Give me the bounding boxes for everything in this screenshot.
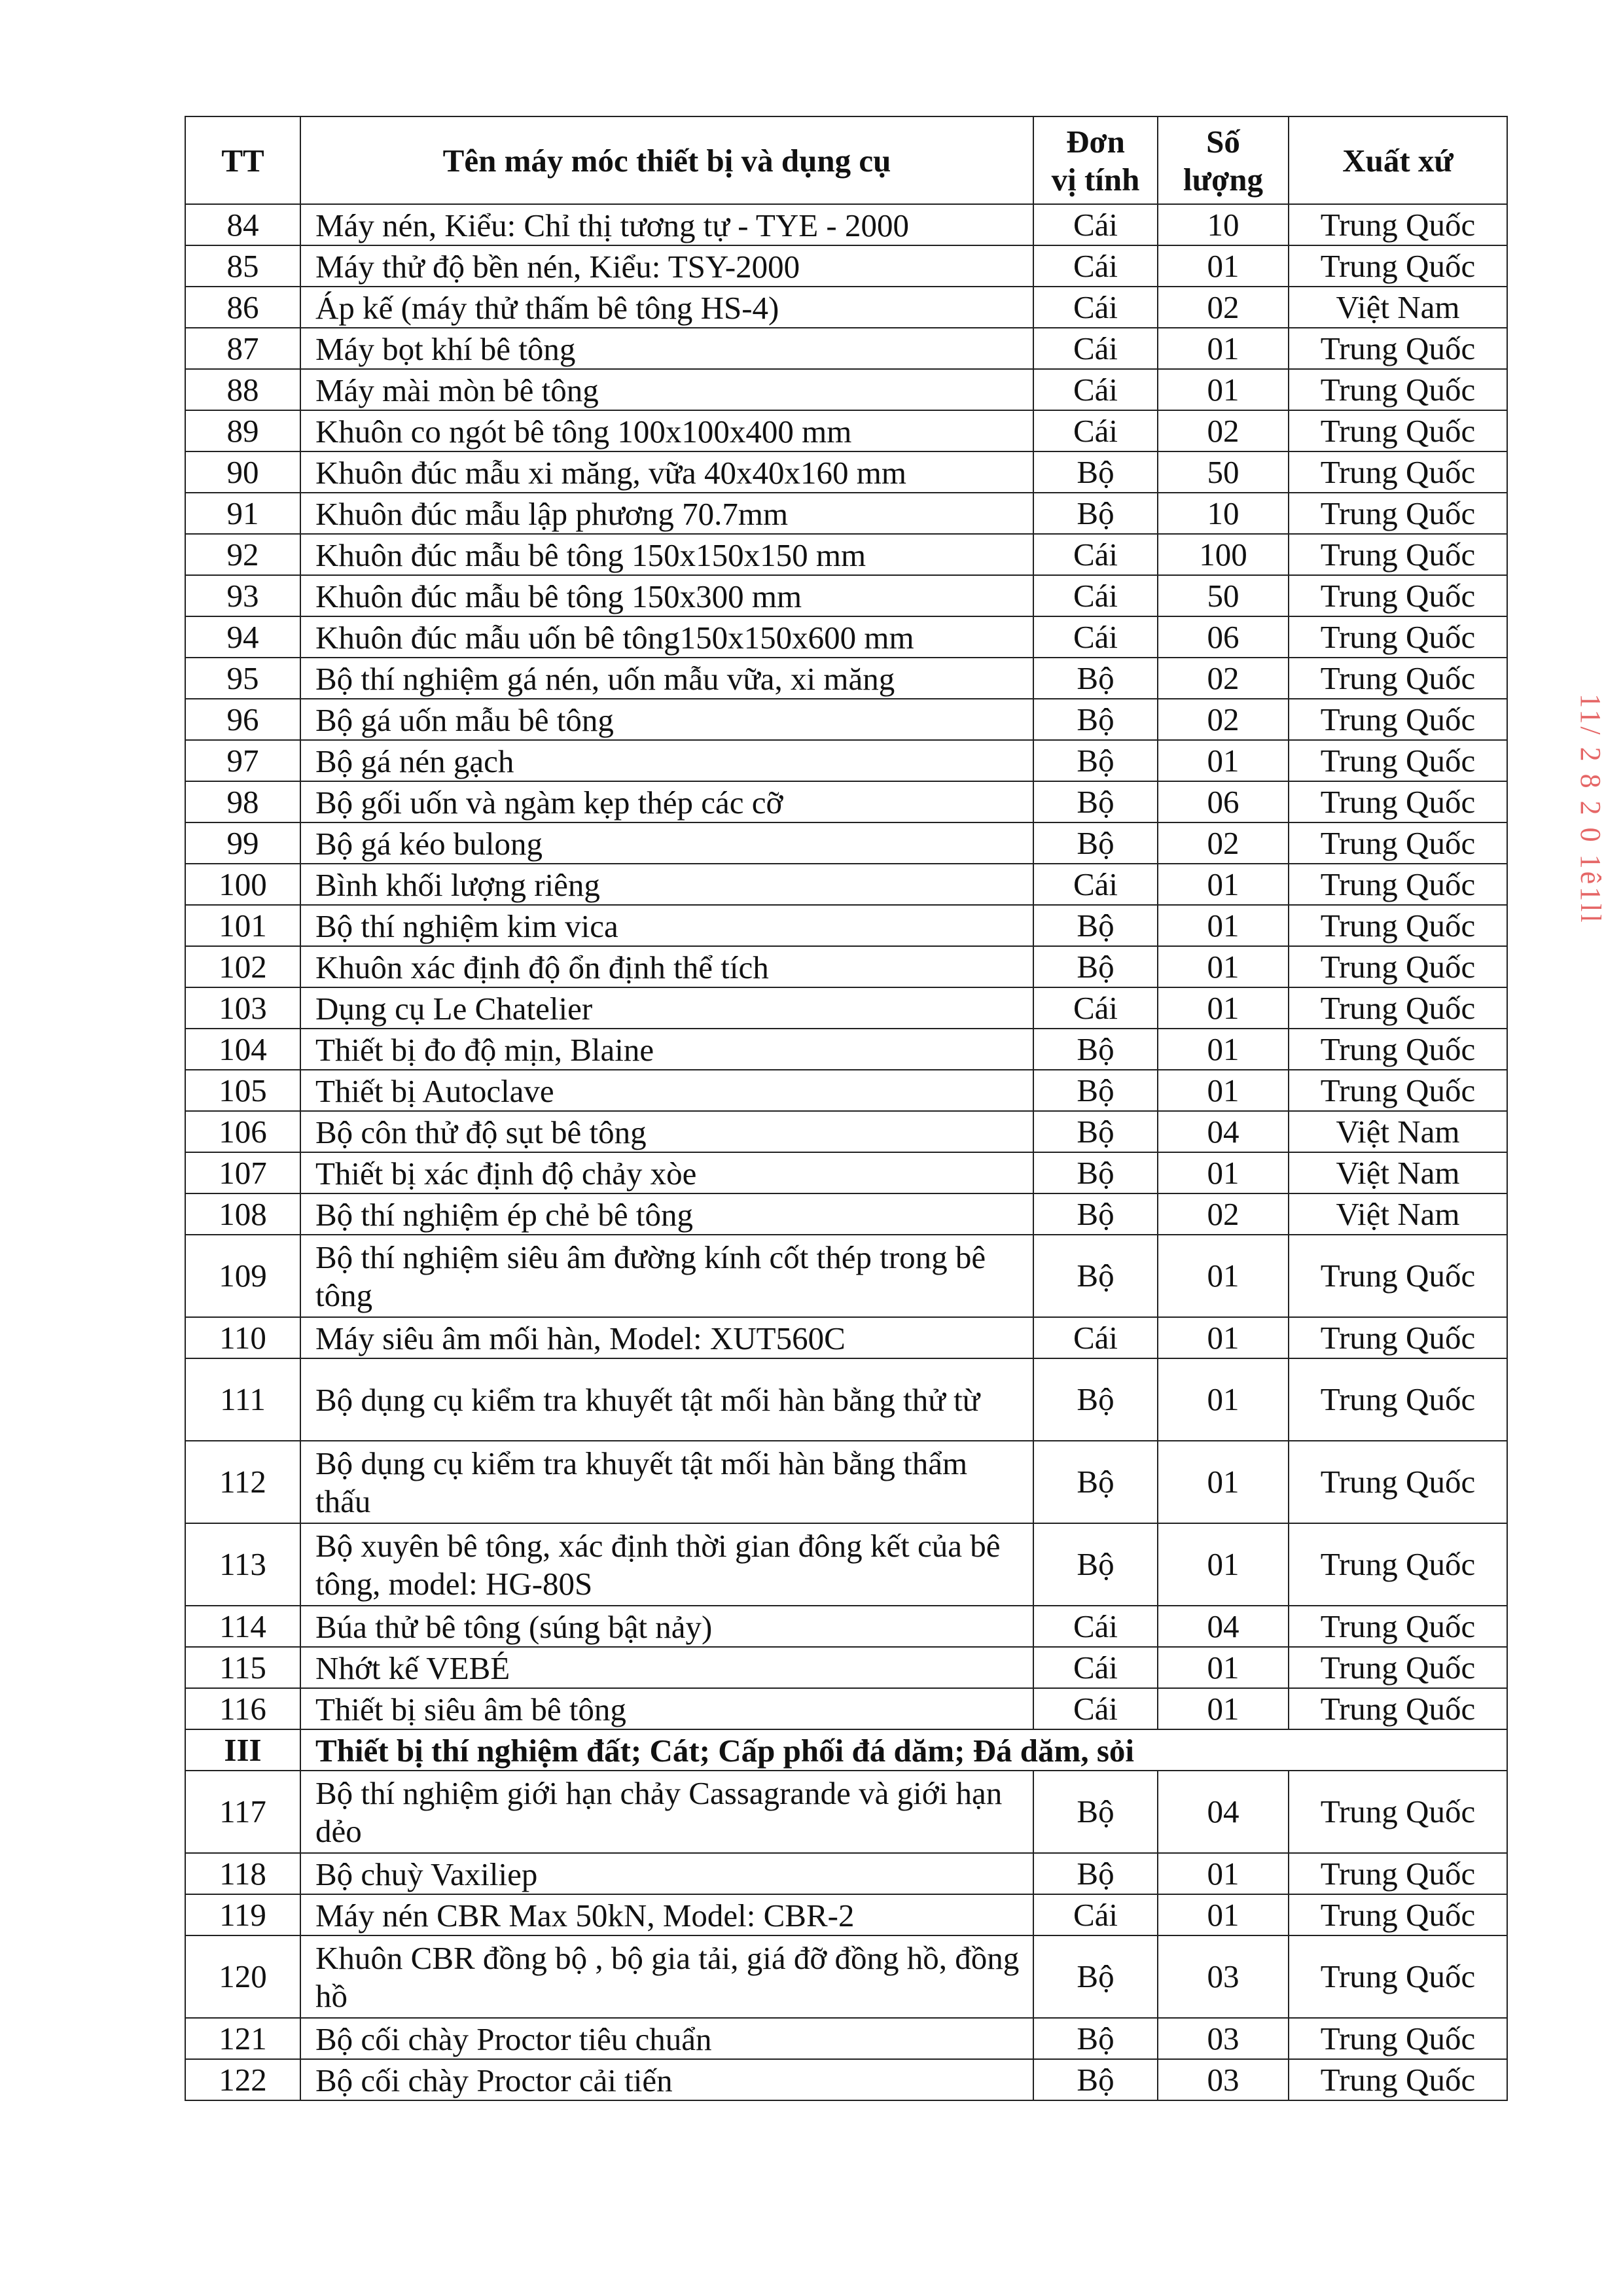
- cell-qty: 01: [1158, 1894, 1289, 1935]
- table-row: [185, 1935, 1507, 2018]
- table-row: [185, 1235, 1507, 1317]
- cell-unit: Bộ: [1033, 1235, 1158, 1317]
- table-row: [185, 1029, 1507, 1070]
- cell-name: Bộ thí nghiệm giới hạn chảy Cassagrande và giới hạn dẻo: [300, 1771, 1033, 1853]
- cell-tt: 121: [185, 2018, 300, 2059]
- cell-tt: 109: [185, 1235, 300, 1317]
- cell-unit: Cái: [1033, 575, 1158, 616]
- cell-origin: Trung Quốc: [1289, 1606, 1507, 1647]
- cell-tt: 86: [185, 287, 300, 328]
- table-row: [185, 2059, 1507, 2100]
- cell-unit: Bộ: [1033, 1523, 1158, 1606]
- cell-tt: 89: [185, 410, 300, 451]
- cell-tt: 97: [185, 740, 300, 781]
- cell-origin: Trung Quốc: [1289, 1935, 1507, 2018]
- cell-qty: 06: [1158, 781, 1289, 822]
- cell-tt: 106: [185, 1111, 300, 1152]
- cell-name: Bộ gá nén gạch: [300, 740, 1033, 781]
- cell-name: Máy nén, Kiểu: Chỉ thị tương tự - TYE - 2000: [300, 204, 1033, 245]
- cell-origin: Trung Quốc: [1289, 1771, 1507, 1853]
- cell-origin: Trung Quốc: [1289, 658, 1507, 699]
- cell-name: Bộ gá uốn mẫu bê tông: [300, 699, 1033, 740]
- cell-name: Khuôn đúc mẫu bê tông 150x150x150 mm: [300, 534, 1033, 575]
- cell-origin: Trung Quốc: [1289, 1029, 1507, 1070]
- table-row: [185, 1317, 1507, 1358]
- cell-origin: Trung Quốc: [1289, 1441, 1507, 1523]
- cell-origin: Việt Nam: [1289, 1111, 1507, 1152]
- cell-unit: Bộ: [1033, 1111, 1158, 1152]
- cell-origin: Trung Quốc: [1289, 2059, 1507, 2100]
- header-name: Tên máy móc thiết bị và dụng cụ: [300, 116, 1033, 204]
- cell-origin: Trung Quốc: [1289, 1894, 1507, 1935]
- cell-tt: 118: [185, 1853, 300, 1894]
- cell-unit: Bộ: [1033, 1152, 1158, 1193]
- table-row: [185, 1523, 1507, 1606]
- table-body-part-b: [185, 1771, 1507, 2100]
- table-row: [185, 1894, 1507, 1935]
- cell-name: Thiết bị Autoclave: [300, 1070, 1033, 1111]
- cell-name: Khuôn đúc mẫu lập phương 70.7mm: [300, 493, 1033, 534]
- cell-qty: 01: [1158, 369, 1289, 410]
- table-row: [185, 451, 1507, 493]
- cell-origin: Trung Quốc: [1289, 451, 1507, 493]
- cell-tt: 119: [185, 1894, 300, 1935]
- cell-unit: Bộ: [1033, 699, 1158, 740]
- cell-tt: 122: [185, 2059, 300, 2100]
- cell-name: Thiết bị siêu âm bê tông: [300, 1688, 1033, 1729]
- cell-qty: 04: [1158, 1111, 1289, 1152]
- table-row: [185, 1152, 1507, 1193]
- cell-qty: 02: [1158, 658, 1289, 699]
- cell-name: Bình khối lượng riêng: [300, 864, 1033, 905]
- table-row: [185, 1688, 1507, 1729]
- table-row: [185, 864, 1507, 905]
- cell-qty: 06: [1158, 616, 1289, 658]
- table-row: [185, 1606, 1507, 1647]
- cell-unit: Bộ: [1033, 946, 1158, 987]
- cell-qty: 01: [1158, 1317, 1289, 1358]
- table-row: [185, 493, 1507, 534]
- cell-tt: 87: [185, 328, 300, 369]
- cell-name: Máy bọt khí bê tông: [300, 328, 1033, 369]
- cell-name: Búa thử bê tông (súng bật nảy): [300, 1606, 1033, 1647]
- cell-unit: Bộ: [1033, 822, 1158, 864]
- cell-name: Bộ thí nghiệm siêu âm đường kính cốt thép trong bê tông: [300, 1235, 1033, 1317]
- cell-tt: 101: [185, 905, 300, 946]
- cell-tt: 95: [185, 658, 300, 699]
- cell-qty: 10: [1158, 493, 1289, 534]
- cell-unit: Cái: [1033, 1894, 1158, 1935]
- table-row: [185, 1111, 1507, 1152]
- cell-tt: 113: [185, 1523, 300, 1606]
- cell-unit: Cái: [1033, 534, 1158, 575]
- table-row: [185, 1771, 1507, 1853]
- cell-tt: 103: [185, 987, 300, 1029]
- cell-origin: Trung Quốc: [1289, 2018, 1507, 2059]
- cell-unit: Cái: [1033, 1317, 1158, 1358]
- section-title: Thiết bị thí nghiệm đất; Cát; Cấp phối đá dăm; Đá dăm, sỏi: [300, 1729, 1507, 1771]
- cell-unit: Cái: [1033, 204, 1158, 245]
- cell-origin: Trung Quốc: [1289, 575, 1507, 616]
- cell-name: Khuôn co ngót bê tông 100x100x400 mm: [300, 410, 1033, 451]
- cell-tt: 111: [185, 1358, 300, 1441]
- table-row: [185, 2018, 1507, 2059]
- cell-origin: Trung Quốc: [1289, 534, 1507, 575]
- cell-name: Bộ dụng cụ kiểm tra khuyết tật mối hàn bằng thử từ: [300, 1358, 1033, 1441]
- cell-origin: Trung Quốc: [1289, 1523, 1507, 1606]
- cell-tt: 110: [185, 1317, 300, 1358]
- cell-qty: 50: [1158, 451, 1289, 493]
- cell-tt: 107: [185, 1152, 300, 1193]
- cell-qty: 01: [1158, 864, 1289, 905]
- cell-unit: Bộ: [1033, 740, 1158, 781]
- cell-origin: Trung Quốc: [1289, 1688, 1507, 1729]
- cell-name: Khuôn CBR đồng bộ , bộ gia tải, giá đỡ đồng hồ, đồng hồ: [300, 1935, 1033, 2018]
- header-tt: TT: [185, 116, 300, 204]
- cell-name: Bộ chuỳ Vaxiliep: [300, 1853, 1033, 1894]
- cell-unit: Cái: [1033, 864, 1158, 905]
- cell-name: Thiết bị xác định độ chảy xòe: [300, 1152, 1033, 1193]
- cell-qty: 100: [1158, 534, 1289, 575]
- table-row: [185, 822, 1507, 864]
- cell-unit: Bộ: [1033, 781, 1158, 822]
- cell-origin: Trung Quốc: [1289, 699, 1507, 740]
- cell-qty: 01: [1158, 1235, 1289, 1317]
- table-body-part-a: [185, 204, 1507, 1729]
- table-row: [185, 245, 1507, 287]
- cell-qty: 01: [1158, 905, 1289, 946]
- cell-unit: Bộ: [1033, 1853, 1158, 1894]
- cell-unit: Bộ: [1033, 1441, 1158, 1523]
- cell-unit: Cái: [1033, 245, 1158, 287]
- cell-qty: 10: [1158, 204, 1289, 245]
- cell-qty: 50: [1158, 575, 1289, 616]
- cell-qty: 02: [1158, 287, 1289, 328]
- cell-origin: Trung Quốc: [1289, 987, 1507, 1029]
- cell-tt: 114: [185, 1606, 300, 1647]
- cell-qty: 02: [1158, 822, 1289, 864]
- cell-name: Bộ cối chày Proctor tiêu chuẩn: [300, 2018, 1033, 2059]
- cell-origin: Trung Quốc: [1289, 822, 1507, 864]
- cell-qty: 01: [1158, 740, 1289, 781]
- cell-origin: Việt Nam: [1289, 1152, 1507, 1193]
- cell-qty: 01: [1158, 1029, 1289, 1070]
- cell-tt: 84: [185, 204, 300, 245]
- table-row: [185, 1193, 1507, 1235]
- header-qty: [1158, 116, 1289, 204]
- cell-origin: Trung Quốc: [1289, 204, 1507, 245]
- cell-qty: 02: [1158, 1193, 1289, 1235]
- cell-qty: 03: [1158, 2018, 1289, 2059]
- table-row: [185, 1441, 1507, 1523]
- cell-unit: Cái: [1033, 616, 1158, 658]
- cell-origin: Trung Quốc: [1289, 493, 1507, 534]
- cell-tt: 85: [185, 245, 300, 287]
- cell-unit: Cái: [1033, 987, 1158, 1029]
- cell-tt: 105: [185, 1070, 300, 1111]
- table-row: [185, 946, 1507, 987]
- cell-unit: Cái: [1033, 410, 1158, 451]
- cell-qty: 01: [1158, 245, 1289, 287]
- cell-origin: Trung Quốc: [1289, 1070, 1507, 1111]
- cell-name: Máy thử độ bền nén, Kiểu: TSY-2000: [300, 245, 1033, 287]
- cell-qty: 01: [1158, 1853, 1289, 1894]
- cell-qty: 01: [1158, 1358, 1289, 1441]
- cell-qty: 03: [1158, 1935, 1289, 2018]
- cell-tt: 100: [185, 864, 300, 905]
- cell-name: Bộ gối uốn và ngàm kẹp thép các cỡ: [300, 781, 1033, 822]
- cell-tt: 98: [185, 781, 300, 822]
- margin-stamp: 11/ 2 8 2 0 1ê1ll: [1575, 694, 1607, 925]
- cell-tt: 115: [185, 1647, 300, 1688]
- cell-qty: 01: [1158, 1441, 1289, 1523]
- table-body-section: [185, 1729, 1507, 1771]
- table-row: [185, 616, 1507, 658]
- cell-origin: Trung Quốc: [1289, 905, 1507, 946]
- cell-name: Bộ gá kéo bulong: [300, 822, 1033, 864]
- table-row: [185, 1647, 1507, 1688]
- cell-name: Máy nén CBR Max 50kN, Model: CBR-2: [300, 1894, 1033, 1935]
- table-row: [185, 575, 1507, 616]
- cell-name: Bộ thí nghiệm gá nén, uốn mẫu vữa, xi măng: [300, 658, 1033, 699]
- cell-unit: Cái: [1033, 369, 1158, 410]
- cell-name: Bộ xuyên bê tông, xác định thời gian đông kết của bê tông, model: HG-80S: [300, 1523, 1033, 1606]
- cell-unit: Bộ: [1033, 1771, 1158, 1853]
- cell-name: Bộ thí nghiệm kim vica: [300, 905, 1033, 946]
- cell-origin: Trung Quốc: [1289, 410, 1507, 451]
- cell-name: Bộ thí nghiệm ép chẻ bê tông: [300, 1193, 1033, 1235]
- cell-tt: 91: [185, 493, 300, 534]
- cell-origin: Trung Quốc: [1289, 1235, 1507, 1317]
- cell-origin: Trung Quốc: [1289, 245, 1507, 287]
- table-row: [185, 1358, 1507, 1441]
- cell-name: Bộ cối chày Proctor cải tiến: [300, 2059, 1033, 2100]
- header-unit: [1033, 116, 1158, 204]
- cell-qty: 01: [1158, 1152, 1289, 1193]
- equipment-table: [185, 116, 1508, 2101]
- cell-origin: Việt Nam: [1289, 287, 1507, 328]
- cell-unit: Bộ: [1033, 1029, 1158, 1070]
- cell-name: Khuôn xác định độ ổn định thể tích: [300, 946, 1033, 987]
- cell-name: Máy siêu âm mối hàn, Model: XUT560C: [300, 1317, 1033, 1358]
- cell-qty: 01: [1158, 946, 1289, 987]
- cell-qty: 01: [1158, 987, 1289, 1029]
- section-row: [185, 1729, 1507, 1771]
- cell-unit: Bộ: [1033, 905, 1158, 946]
- cell-origin: Trung Quốc: [1289, 616, 1507, 658]
- table-row: [185, 204, 1507, 245]
- cell-qty: 04: [1158, 1606, 1289, 1647]
- cell-origin: Trung Quốc: [1289, 781, 1507, 822]
- cell-tt: 108: [185, 1193, 300, 1235]
- table-row: [185, 658, 1507, 699]
- cell-origin: Trung Quốc: [1289, 946, 1507, 987]
- cell-unit: Bộ: [1033, 1070, 1158, 1111]
- cell-origin: Trung Quốc: [1289, 740, 1507, 781]
- cell-unit: Bộ: [1033, 2018, 1158, 2059]
- cell-name: Thiết bị đo độ mịn, Blaine: [300, 1029, 1033, 1070]
- cell-tt: 94: [185, 616, 300, 658]
- cell-origin: Trung Quốc: [1289, 328, 1507, 369]
- cell-qty: 01: [1158, 1647, 1289, 1688]
- cell-name: Máy mài mòn bê tông: [300, 369, 1033, 410]
- cell-unit: Bộ: [1033, 451, 1158, 493]
- cell-origin: Trung Quốc: [1289, 1317, 1507, 1358]
- header-qty-line2: lượng: [1183, 162, 1263, 198]
- table-row: [185, 1853, 1507, 1894]
- cell-unit: Cái: [1033, 287, 1158, 328]
- table-row: [185, 740, 1507, 781]
- cell-tt: 96: [185, 699, 300, 740]
- section-number: III: [185, 1729, 300, 1771]
- cell-tt: 102: [185, 946, 300, 987]
- cell-name: Khuôn đúc mẫu xi măng, vữa 40x40x160 mm: [300, 451, 1033, 493]
- cell-name: Khuôn đúc mẫu uốn bê tông150x150x600 mm: [300, 616, 1033, 658]
- cell-name: Bộ dụng cụ kiểm tra khuyết tật mối hàn bằng thẩm thấu: [300, 1441, 1033, 1523]
- cell-tt: 92: [185, 534, 300, 575]
- cell-name: Bộ côn thử độ sụt bê tông: [300, 1111, 1033, 1152]
- cell-qty: 02: [1158, 699, 1289, 740]
- cell-unit: Cái: [1033, 1606, 1158, 1647]
- cell-origin: Trung Quốc: [1289, 864, 1507, 905]
- cell-qty: 03: [1158, 2059, 1289, 2100]
- cell-qty: 01: [1158, 1070, 1289, 1111]
- table-row: [185, 410, 1507, 451]
- cell-tt: 112: [185, 1441, 300, 1523]
- table-row: [185, 905, 1507, 946]
- header-origin: Xuất xứ: [1289, 116, 1507, 204]
- table-row: [185, 1070, 1507, 1111]
- table-row: [185, 987, 1507, 1029]
- cell-qty: 01: [1158, 1688, 1289, 1729]
- cell-unit: Bộ: [1033, 1358, 1158, 1441]
- cell-unit: Bộ: [1033, 1935, 1158, 2018]
- cell-unit: Bộ: [1033, 658, 1158, 699]
- table-row: [185, 328, 1507, 369]
- cell-unit: Cái: [1033, 328, 1158, 369]
- cell-tt: 104: [185, 1029, 300, 1070]
- cell-tt: 117: [185, 1771, 300, 1853]
- cell-qty: 02: [1158, 410, 1289, 451]
- cell-tt: 99: [185, 822, 300, 864]
- cell-name: Khuôn đúc mẫu bê tông 150x300 mm: [300, 575, 1033, 616]
- header-qty-line1: Số: [1206, 124, 1240, 160]
- cell-tt: 88: [185, 369, 300, 410]
- cell-unit: Bộ: [1033, 493, 1158, 534]
- cell-origin: Việt Nam: [1289, 1193, 1507, 1235]
- cell-unit: Cái: [1033, 1647, 1158, 1688]
- header-unit-line1: Đơn: [1066, 124, 1125, 160]
- cell-unit: Cái: [1033, 1688, 1158, 1729]
- table-row: [185, 369, 1507, 410]
- header-unit-line2: vị tính: [1051, 162, 1140, 198]
- cell-tt: 93: [185, 575, 300, 616]
- cell-tt: 90: [185, 451, 300, 493]
- cell-origin: Trung Quốc: [1289, 369, 1507, 410]
- table-header-row: [185, 116, 1507, 204]
- cell-origin: Trung Quốc: [1289, 1853, 1507, 1894]
- cell-tt: 116: [185, 1688, 300, 1729]
- cell-origin: Trung Quốc: [1289, 1647, 1507, 1688]
- table-row: [185, 699, 1507, 740]
- cell-qty: 01: [1158, 1523, 1289, 1606]
- table-row: [185, 287, 1507, 328]
- cell-name: Nhớt kế VEBÉ: [300, 1647, 1033, 1688]
- cell-qty: 01: [1158, 328, 1289, 369]
- cell-name: Áp kế (máy thử thấm bê tông HS-4): [300, 287, 1033, 328]
- cell-unit: Bộ: [1033, 1193, 1158, 1235]
- table-row: [185, 781, 1507, 822]
- table-row: [185, 534, 1507, 575]
- cell-origin: Trung Quốc: [1289, 1358, 1507, 1441]
- cell-name: Dụng cụ Le Chatelier: [300, 987, 1033, 1029]
- cell-tt: 120: [185, 1935, 300, 2018]
- cell-qty: 04: [1158, 1771, 1289, 1853]
- cell-unit: Bộ: [1033, 2059, 1158, 2100]
